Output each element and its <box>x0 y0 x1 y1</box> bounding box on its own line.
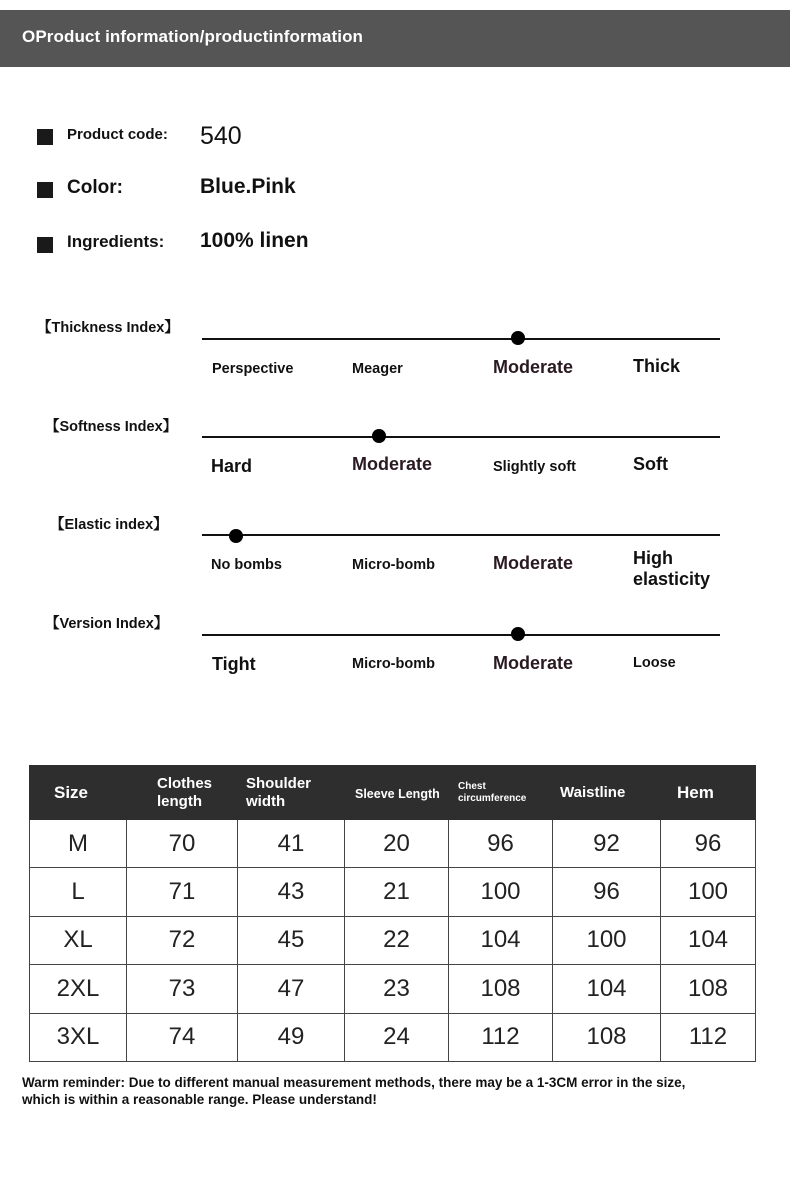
clothes-length-cell: 70 <box>127 820 238 868</box>
chest-cell: 96 <box>449 820 553 868</box>
version-selected-dot <box>511 627 525 641</box>
table-row <box>30 965 756 1013</box>
elastic-option-selected: No bombs <box>211 557 282 573</box>
sleeve-length-cell: 23 <box>345 965 449 1013</box>
softness-index-title: 【Softness Index】 <box>45 419 178 435</box>
header-chest-circumference: Chest circumference <box>449 766 553 820</box>
product-code-value: 540 <box>200 122 242 150</box>
header-clothes-length: Clothes length <box>127 766 238 820</box>
sleeve-length-cell: 21 <box>345 868 449 916</box>
header-size: Size <box>30 766 127 820</box>
chest-cell: 108 <box>449 965 553 1013</box>
shoulder-width-cell: 41 <box>238 820 345 868</box>
header-title: OProduct information/productinformation <box>22 27 364 46</box>
color-value: Blue.Pink <box>200 175 296 198</box>
hem-cell: 112 <box>661 1013 756 1061</box>
bullet-square <box>37 129 53 145</box>
clothes-length-cell: 72 <box>127 916 238 964</box>
product-code-label: Product code: <box>67 126 168 143</box>
elastic-index-scale <box>202 534 720 536</box>
waistline-cell: 108 <box>553 1013 661 1061</box>
waistline-cell: 104 <box>553 965 661 1013</box>
header-waistline: Waistline <box>553 766 661 820</box>
softness-option-selected: Moderate <box>352 454 433 474</box>
table-row <box>30 820 756 868</box>
header-shoulder-width: Shoulder width <box>238 766 345 820</box>
size-cell: M <box>30 820 127 868</box>
thickness-index-scale <box>202 338 720 340</box>
thickness-option: Meager <box>352 361 403 377</box>
softness-index-scale <box>202 436 720 438</box>
softness-selected-dot <box>372 429 386 443</box>
bullet-square <box>37 237 53 253</box>
version-index-title: 【Version Index】 <box>45 616 169 632</box>
hem-cell: 96 <box>661 820 756 868</box>
clothes-length-cell: 71 <box>127 868 238 916</box>
shoulder-width-cell: 49 <box>238 1013 345 1061</box>
waistline-cell: 100 <box>553 916 661 964</box>
bullet-square <box>37 182 53 198</box>
waistline-cell: 96 <box>553 868 661 916</box>
ingredients-label: Ingredients: <box>67 232 165 251</box>
shoulder-width-cell: 45 <box>238 916 345 964</box>
color-label: Color: <box>67 177 123 198</box>
table-row <box>30 868 756 916</box>
sleeve-length-cell: 22 <box>345 916 449 964</box>
thickness-index-title: 【Thickness Index】 <box>37 320 179 336</box>
version-option: Loose <box>633 655 676 671</box>
elastic-index-title: 【Elastic index】 <box>50 517 168 533</box>
size-cell: XL <box>30 916 127 964</box>
version-option: Tight <box>212 654 256 674</box>
elastic-option: High elasticity <box>633 548 711 589</box>
size-cell: 2XL <box>30 965 127 1013</box>
softness-option: Hard <box>211 456 253 476</box>
header-sleeve-length: Sleeve Length <box>345 766 449 820</box>
ingredients-value: 100% linen <box>200 229 309 252</box>
shoulder-width-cell: 47 <box>238 965 345 1013</box>
shoulder-width-cell: 43 <box>238 868 345 916</box>
elastic-selected-dot <box>229 529 243 543</box>
softness-option: Slightly soft <box>493 459 576 475</box>
table-row <box>30 916 756 964</box>
thickness-option: Thick <box>633 356 681 376</box>
version-option: Micro-bomb <box>352 656 435 672</box>
size-cell: 3XL <box>30 1013 127 1061</box>
chest-cell: 100 <box>449 868 553 916</box>
size-table-header-row <box>30 766 756 820</box>
version-option-selected: Moderate <box>493 653 574 673</box>
clothes-length-cell: 73 <box>127 965 238 1013</box>
hem-cell: 100 <box>661 868 756 916</box>
size-cell: L <box>30 868 127 916</box>
elastic-option: Micro-bomb <box>352 557 435 573</box>
thickness-selected-dot <box>511 331 525 345</box>
warm-reminder-note: Warm reminder: Due to different manual measurement methods, there may be a 1-3CM error in the size, which is within a reasonable range. Please understand! <box>22 1075 686 1107</box>
elastic-option: Moderate <box>493 553 574 573</box>
clothes-length-cell: 74 <box>127 1013 238 1061</box>
table-row <box>30 1013 756 1061</box>
thickness-option: Perspective <box>212 361 294 377</box>
hem-cell: 104 <box>661 916 756 964</box>
version-index-scale <box>202 634 720 636</box>
chest-cell: 112 <box>449 1013 553 1061</box>
sleeve-length-cell: 24 <box>345 1013 449 1061</box>
waistline-cell: 92 <box>553 820 661 868</box>
hem-cell: 108 <box>661 965 756 1013</box>
thickness-option-selected: Moderate <box>493 357 574 377</box>
chest-cell: 104 <box>449 916 553 964</box>
page-header <box>0 10 790 67</box>
size-table <box>29 765 756 1062</box>
sleeve-length-cell: 20 <box>345 820 449 868</box>
header-hem: Hem <box>661 766 756 820</box>
softness-option: Soft <box>633 454 668 474</box>
